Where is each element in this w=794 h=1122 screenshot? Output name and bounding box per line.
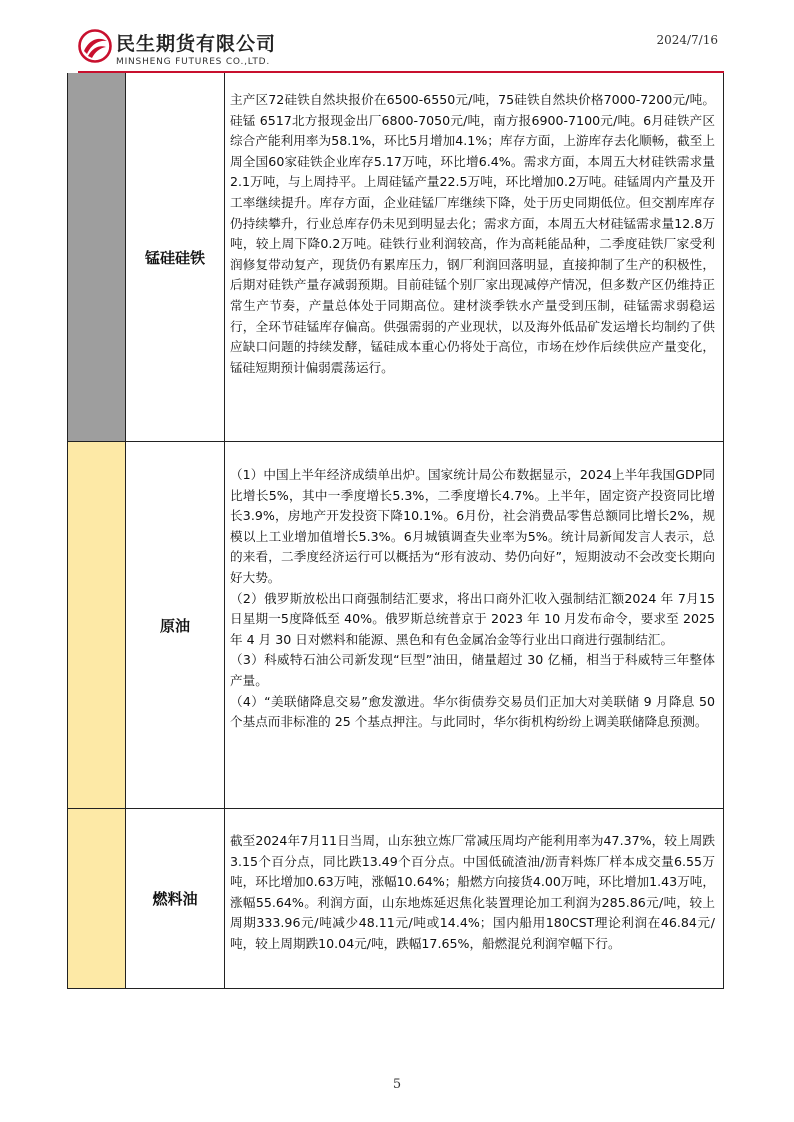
commodity-commentary-table xyxy=(67,73,724,989)
commodity-commentary xyxy=(225,73,723,441)
commodity-name: 锰硅硅铁 xyxy=(126,73,225,441)
commentary-paragraph: 截至2024年7月11日当周，山东独立炼厂常减压周均产能利用率为47.37%，较上周跌3.15个百分点，同比跌13.49个百分点。中国低硫渣油/沥青料炼厂样本成交量6.55万吨，环比增加0.63万吨，涨幅10.64%；船燃方向接货4.00万吨，环比增加1.43万吨，涨幅55.64%。利润方面，山东地炼延迟焦化装置理论加工利润为285.86元/吨，较上周期333.96元/吨减少48.11元/吨或14.4%；国内船用180CST理论利润在46.84元/吨，较上周期跌10.04元/吨，跌幅17.65%，船燃混兑利润窄幅下行。 xyxy=(230,833,715,951)
commentary-paragraph: （4）“美联储降息交易”愈发激进。华尔街债券交易员们正加大对美联储 9 月降息 50 个基点而非标准的 25 个基点押注。与此同时，华尔街机构纷纷上调美联储降息预测。 xyxy=(230,693,715,730)
table-row xyxy=(68,809,723,989)
company-name-cn: 民生期货有限公司 xyxy=(116,33,277,55)
table-row xyxy=(68,442,723,809)
row-side-marker xyxy=(68,442,126,808)
commentary-paragraph: （2）俄罗斯放松出口商强制结汇要求，将出口商外汇收入强制结汇额2024 年 7月15 日星期一5度降低至 40%。俄罗斯总统普京于 2023 年 10 月发布命令，要求至 2025 年 4 月 30 日对燃料和能源、黑色和有色金属冶金等行业出口商进行强制结汇。 xyxy=(230,590,715,647)
row-side-marker xyxy=(68,73,126,441)
row-side-marker xyxy=(68,809,126,988)
commentary-paragraph: 主产区72硅铁自然块报价在6500-6550元/吨，75硅铁自然块价格7000-7200元/吨。硅锰 6517北方报现金出厂6800-7050元/吨，南方报6900-7100元/吨。6月硅铁产区综合产能利用率为58.1%，环比5月增加4.1%；库存方面，上游库存去化顺畅，截至上周全国60家硅铁企业库存5.17万吨，环比增6.4%。需求方面，本周五大材硅铁需求量2.1万吨，与上周持平。上周硅锰产量22.5万吨，环比增加0.2万吨。硅锰周内产量及开工率继续提升。库存方面，企业硅锰厂库继续下降，处于历史同期低位。但交割库库存仍持续攀升，行业总库存仍未见到明显去化；需求方面，本周五大材硅锰需求量12.8万吨，较上周下降0.2万吨。硅铁行业利润较高，作为高耗能品种，二季度硅铁厂家受利润修复带动复产，现货仍有累库压力，钢厂利润回落明显，直接抑制了生产的积极性，后期对硅铁产量存减弱预期。目前硅锰个别厂家出现减停产情况，但多数产区仍维持正常生产节奏，产量总体处于同期高位。建材淡季铁水产量受到压制，硅锰需求弱稳运行，全环节硅锰库存偏高。供强需弱的产业现状，以及海外低品矿发运增长均制约了供应缺口问题的持续发酵，锰硅成本重心仍将处于高位，市场在炒作后续供应产量变化，锰硅短期预计偏弱震荡运行。 xyxy=(230,92,715,375)
commodity-name: 燃料油 xyxy=(126,809,225,988)
commodity-commentary xyxy=(225,809,723,988)
report-date: 2024/7/16 xyxy=(656,33,718,47)
commentary-paragraph: （3）科威特石油公司新发现“巨型”油田，储量超过 30 亿桶，相当于科威特三年整体产量。 xyxy=(230,652,715,688)
page-header xyxy=(78,27,724,72)
page-number: 5 xyxy=(392,1077,402,1092)
commodity-commentary xyxy=(225,442,723,808)
minsheng-logo-icon xyxy=(78,29,112,63)
company-name-en: MINSHENG FUTURES CO.,LTD. xyxy=(116,57,271,67)
table-row xyxy=(68,73,723,442)
commentary-paragraph: （1）中国上半年经济成绩单出炉。国家统计局公布数据显示，2024上半年我国GDP同比增长5%，其中一季度增长5.3%，二季度增长4.7%。上半年，固定资产投资同比增长3.9%，房地产开发投资下降10.1%。6月份，社会消费品零售总额同比增长2%，规模以上工业增加值增长5.3%。6月城镇调查失业率为5%。统计局新闻发言人表示，总的来看，二季度经济运行可以概括为“形有波动、势仍向好”，短期波动不会改变长期向好大势。 xyxy=(230,467,715,585)
commodity-name: 原油 xyxy=(126,442,225,808)
